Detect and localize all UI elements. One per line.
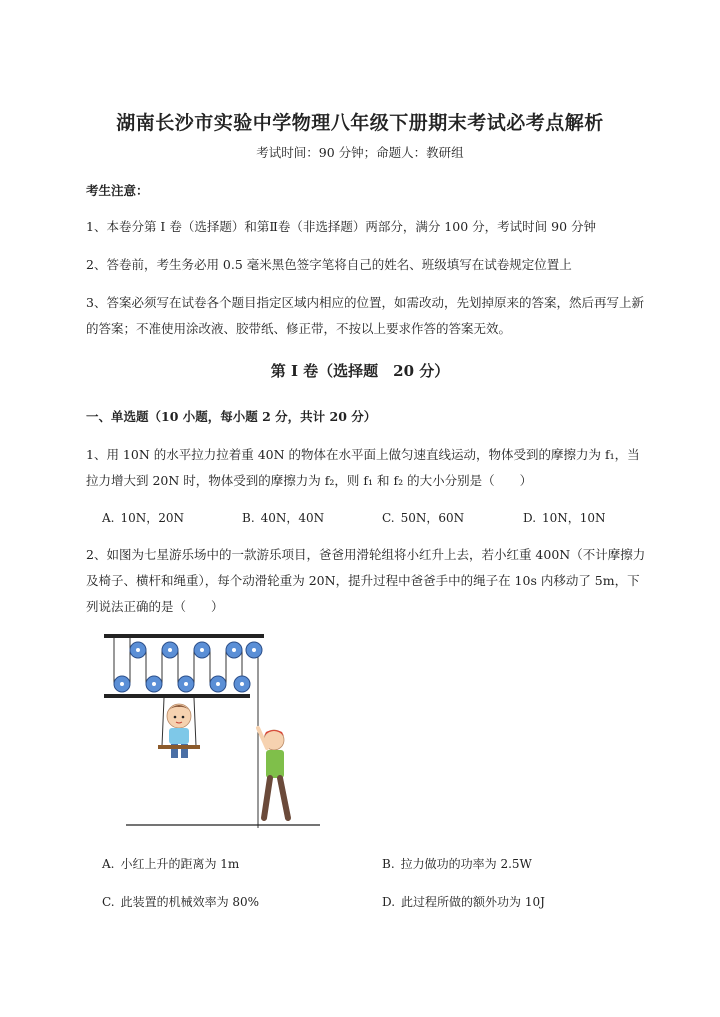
- q2-option-c: [102, 893, 259, 910]
- question-2-text: 2、如图为七星游乐场中的一款游乐项目，爸爸用滑轮组将小红升上去，若小红重 400N（不计摩擦力及椅子、横杆和绳重），每个动滑轮重为 20N，提升过程中爸爸手中的绳子在 10s 内移动了 5m，下列说法正确的是（ ）: [86, 547, 646, 614]
- pulley-figure: [100, 628, 330, 828]
- q2-option-d: [382, 893, 545, 910]
- option-label: D.: [523, 511, 537, 525]
- option-label: A.: [102, 511, 115, 525]
- q2-option-a: [102, 855, 239, 872]
- q1-option-d: [523, 509, 606, 526]
- page-title: 湖南长沙市实验中学物理八年级下册期末考试必考点解析: [116, 112, 604, 134]
- exam-info: 考试时间：90 分钟；命题人：教研组: [256, 145, 464, 160]
- option-label: A.: [102, 857, 115, 871]
- q1-option-a: [102, 509, 184, 526]
- father-figure: [258, 728, 288, 818]
- option-label: B.: [242, 511, 255, 525]
- option-text: 此过程所做的额外功为 10J: [401, 895, 545, 909]
- swing-seat: [158, 745, 200, 749]
- q1-option-c: [382, 509, 464, 526]
- option-text: 小红上升的距离为 1m: [120, 857, 240, 871]
- option-text: 此装置的机械效率为 80%: [120, 895, 260, 909]
- option-label: C.: [382, 511, 395, 525]
- part-heading: 一、单选题（10 小题，每小题 2 分，共计 20 分）: [86, 409, 377, 424]
- option-label: B.: [382, 857, 395, 871]
- notice-item-2: 2、答卷前，考生务必用 0.5 毫米黑色签字笔将自己的姓名、班级填写在试卷规定位置上: [86, 257, 572, 272]
- movable-pulleys: [114, 676, 250, 692]
- option-text: 40N，40N: [260, 511, 325, 525]
- top-beam: [104, 634, 264, 638]
- q2-option-b: [382, 855, 532, 872]
- option-text: 10N，20N: [120, 511, 185, 525]
- notice-heading: 考生注意：: [86, 183, 149, 198]
- option-label: C.: [102, 895, 115, 909]
- option-text: 拉力做功的功率为 2.5W: [400, 857, 532, 871]
- section-title: 第 I 卷（选择题 20 分）: [270, 362, 450, 380]
- q1-option-b: [242, 509, 324, 526]
- question-1-text: 1、用 10N 的水平拉力拉着重 40N 的物体在水平面上做匀速直线运动，物体受到的摩擦力为 f₁，当拉力增大到 20N 时，物体受到的摩擦力为 f₂，则 f₁ 和 f₂ 的大小分别是（ ）: [86, 447, 640, 488]
- option-text: 10N，10N: [542, 511, 606, 525]
- notice-item-1: 1、本卷分第 I 卷（选择题）和第Ⅱ卷（非选择题）两部分，满分 100 分，考试时间 90 分钟: [86, 219, 596, 234]
- notice-item-3: 3、答案必须写在试卷各个题目指定区域内相应的位置，如需改动，先划掉原来的答案，然后再写上新的答案；不准使用涂改液、胶带纸、修正带，不按以上要求作答的答案无效。: [86, 295, 644, 336]
- option-label: D.: [382, 895, 396, 909]
- child-figure: [167, 704, 191, 758]
- pulley-illustration: [100, 628, 330, 828]
- movable-beam: [104, 694, 250, 698]
- option-text: 50N，60N: [400, 511, 465, 525]
